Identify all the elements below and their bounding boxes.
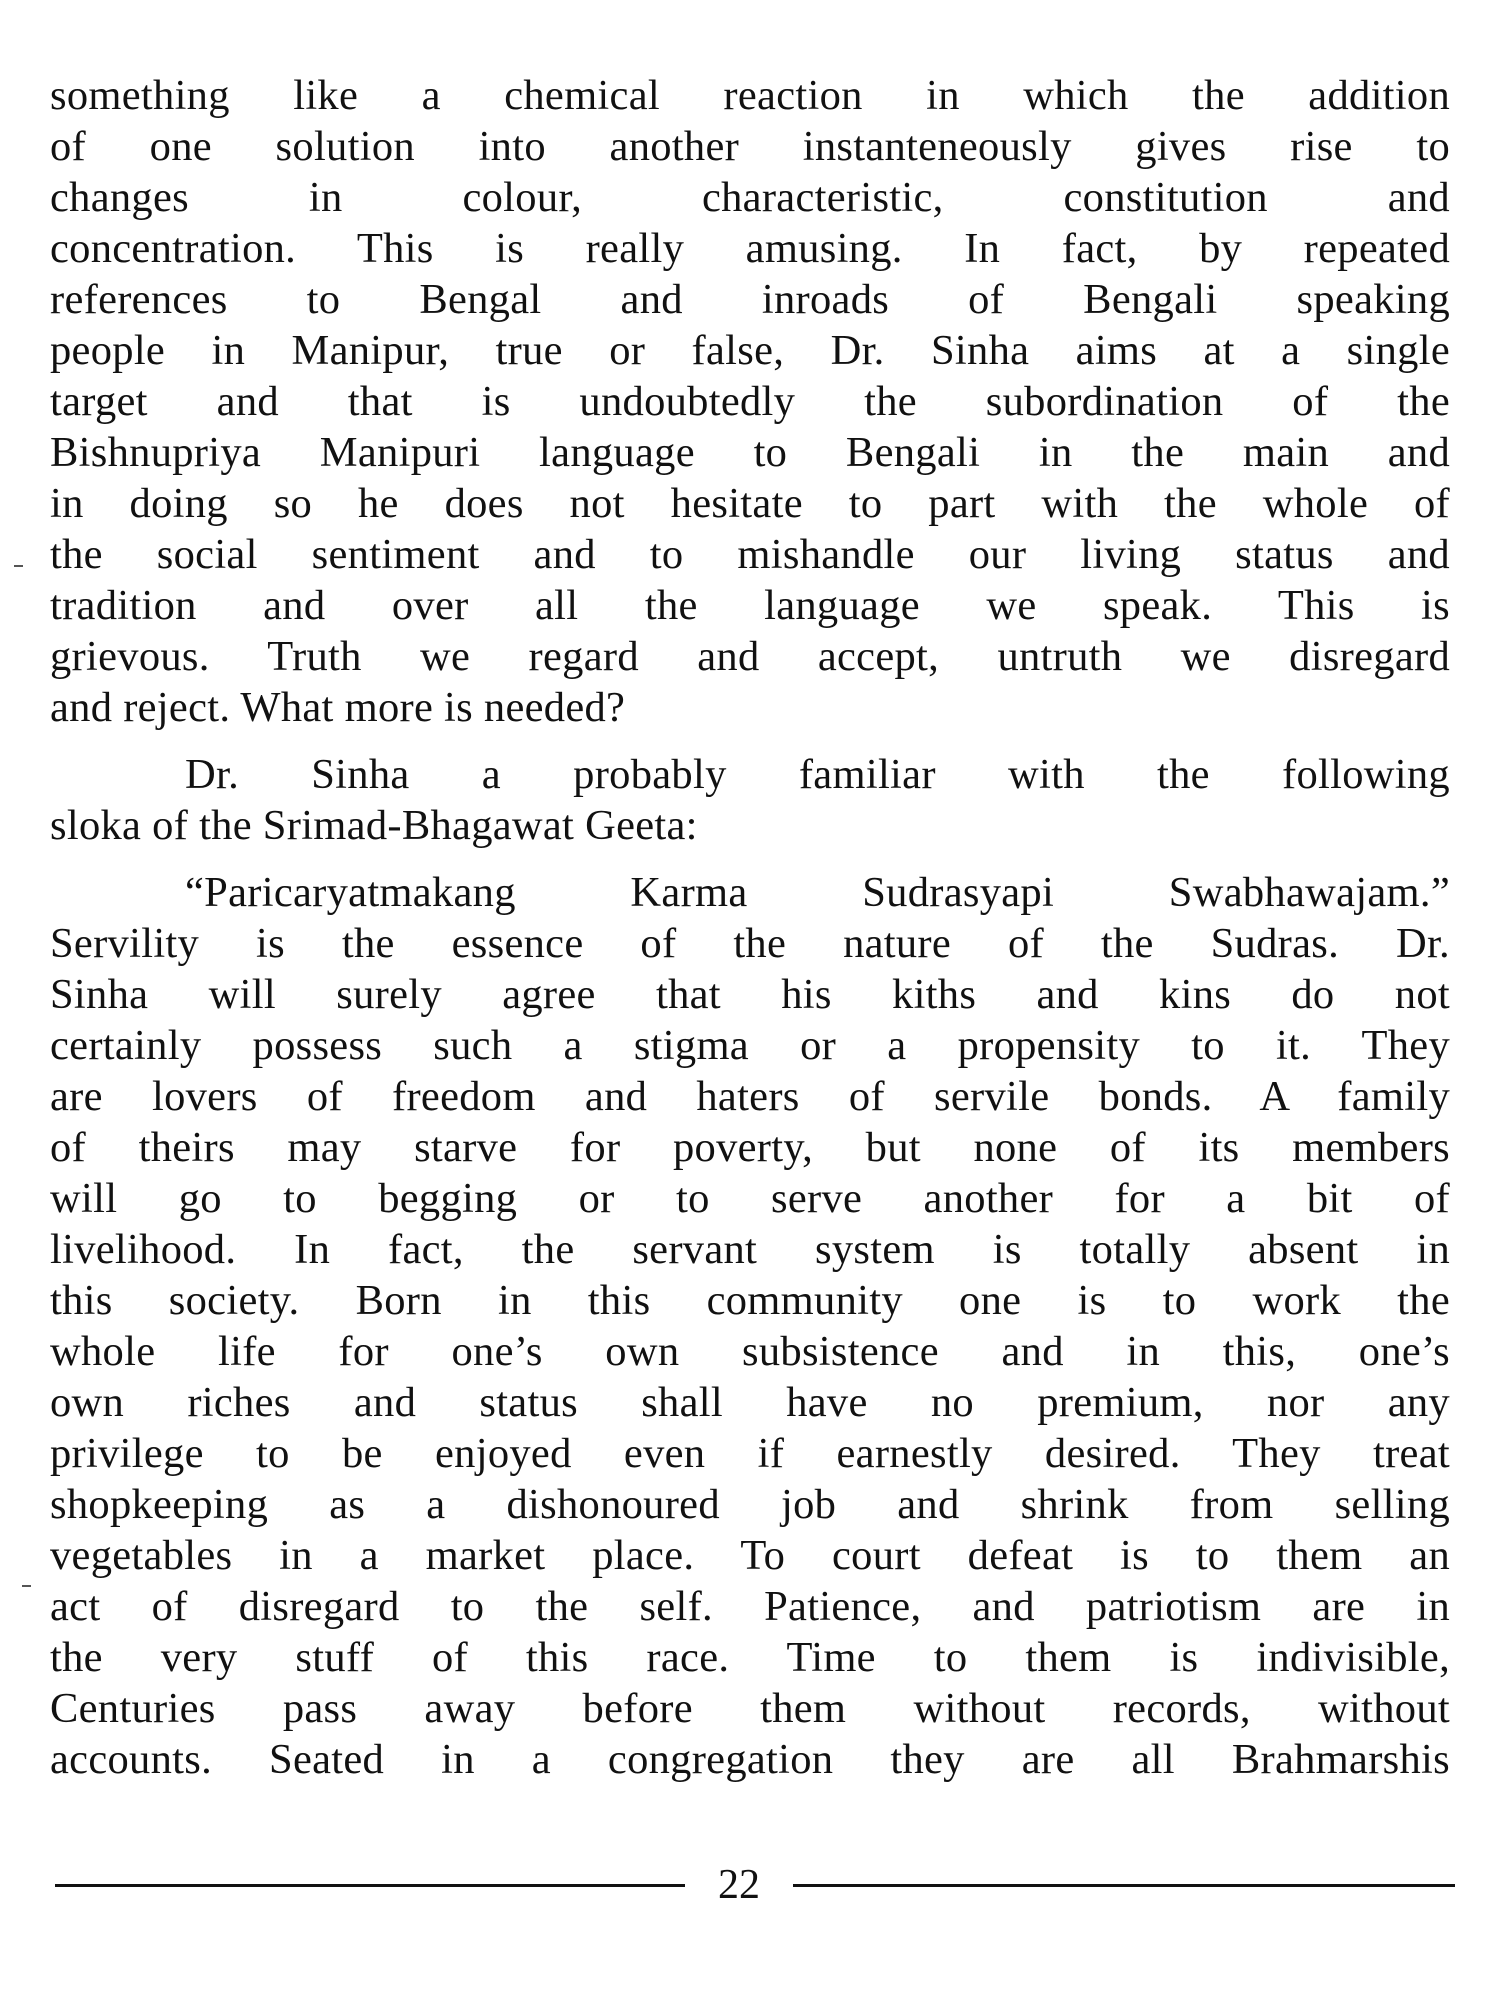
margin-mark (14, 565, 23, 567)
text-line: Dr. Sinha a probably familiar with the following (185, 751, 1450, 798)
margin-mark (22, 1585, 31, 1587)
text-line: this society. Born in this community one is to work the (50, 1277, 1450, 1324)
text-line: privilege to be enjoyed even if earnestly desired. They treat (50, 1430, 1450, 1477)
text-line: references to Bengal and inroads of Bengali speaking (50, 276, 1450, 323)
footer-rule-left (55, 1884, 685, 1887)
text-line: concentration. This is really amusing. In fact, by repeated (50, 225, 1450, 272)
text-line: act of disregard to the self. Patience, and patriotism are in (50, 1583, 1450, 1630)
text-line: of one solution into another instanteneously gives rise to (50, 123, 1450, 170)
page-footer (55, 1855, 1455, 1915)
text-line: vegetables in a market place. To court defeat is to them an (50, 1532, 1450, 1579)
text-line: target and that is undoubtedly the subordination of the (50, 378, 1450, 425)
text-line: sloka of the Srimad-Bhagawat Geeta: (50, 802, 698, 849)
text-line: people in Manipur, true or false, Dr. Sinha aims at a single (50, 327, 1450, 374)
text-line: livelihood. In fact, the servant system is totally absent in (50, 1226, 1450, 1273)
text-line: something like a chemical reaction in which the addition (50, 72, 1450, 119)
text-line: are lovers of freedom and haters of servile bonds. A family (50, 1073, 1450, 1120)
text-line: Sinha will surely agree that his kiths and kins do not (50, 971, 1450, 1018)
paragraph (50, 749, 1450, 851)
text-line: the social sentiment and to mishandle our living status and (50, 531, 1450, 578)
paragraph (50, 70, 1450, 733)
text-line: shopkeeping as a dishonoured job and shrink from selling (50, 1481, 1450, 1528)
text-line: and reject. What more is needed? (50, 684, 626, 731)
text-line: whole life for one’s own subsistence and in this, one’s (50, 1328, 1450, 1375)
paragraph-gap (50, 851, 1450, 867)
paragraph (50, 867, 1450, 1785)
paragraph-gap (50, 733, 1450, 749)
page-body (50, 70, 1450, 1785)
text-line: accounts. Seated in a congregation they are all Brahmarshis (50, 1736, 1450, 1783)
text-line: certainly possess such a stigma or a propensity to it. They (50, 1022, 1450, 1069)
text-line: “Paricaryatmakang Karma Sudrasyapi Swabhawajam.” (185, 869, 1450, 916)
text-line: in doing so he does not hesitate to part with the whole of (50, 480, 1450, 527)
text-line: changes in colour, characteristic, constitution and (50, 174, 1450, 221)
text-line: own riches and status shall have no premium, nor any (50, 1379, 1450, 1426)
text-line: will go to begging or to serve another for a bit of (50, 1175, 1450, 1222)
text-line: tradition and over all the language we speak. This is (50, 582, 1450, 629)
text-line: the very stuff of this race. Time to them is indivisible, (50, 1634, 1450, 1681)
footer-rule-right (793, 1884, 1455, 1887)
text-line: Servility is the essence of the nature of the Sudras. Dr. (50, 920, 1450, 967)
page-number: 22 (718, 1862, 760, 1908)
text-line: of theirs may starve for poverty, but none of its members (50, 1124, 1450, 1171)
text-line: Bishnupriya Manipuri language to Bengali in the main and (50, 429, 1450, 476)
text-line: Centuries pass away before them without records, without (50, 1685, 1450, 1732)
text-line: grievous. Truth we regard and accept, untruth we disregard (50, 633, 1450, 680)
